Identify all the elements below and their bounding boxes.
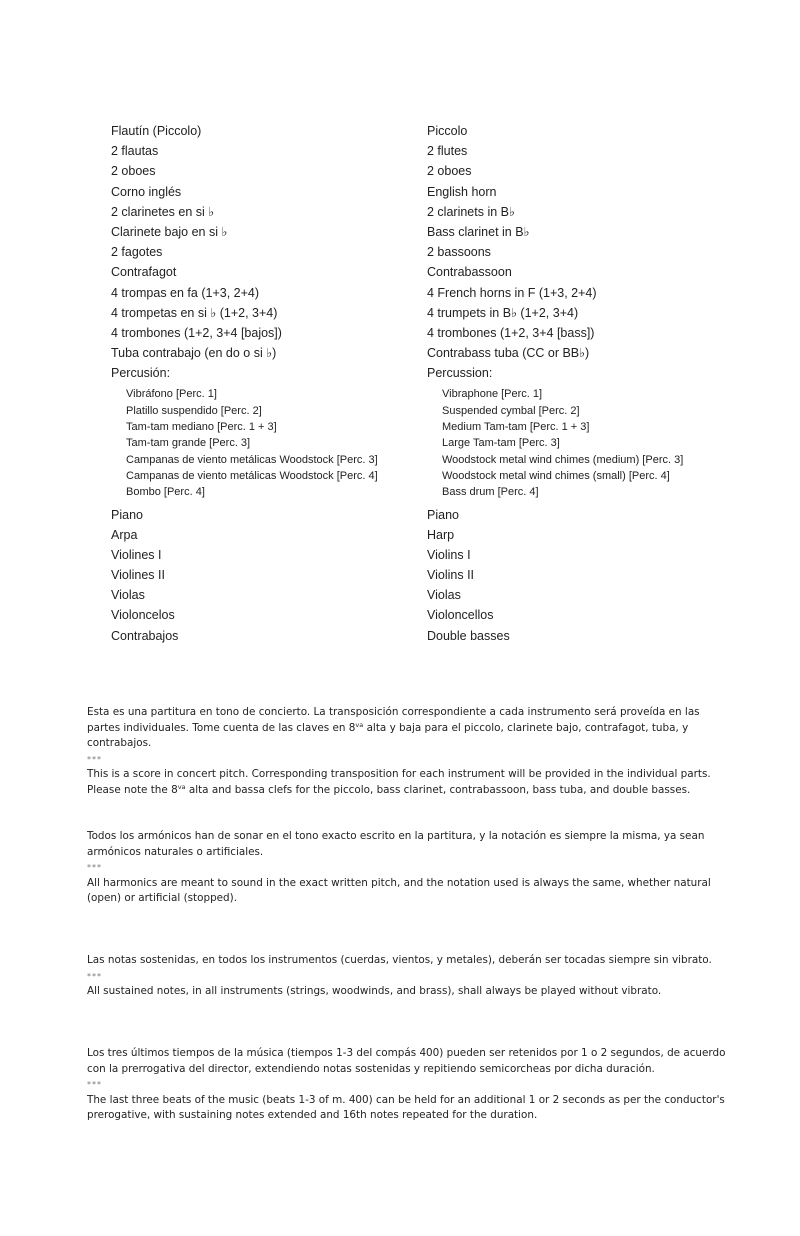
note-vibrato	[87, 953, 727, 1000]
note-separator: ***	[87, 754, 102, 764]
instrument-item: Arpa	[111, 527, 138, 542]
instrument-list-english	[427, 121, 683, 646]
instrument-item: Violins II	[427, 568, 475, 583]
percussion-item: Large Tam-tam [Perc. 3]	[442, 437, 560, 450]
instrument-item: Clarinete bajo en si ♭	[111, 224, 228, 239]
instrument-item: Violines I	[111, 547, 162, 562]
percussion-item: Woodstock metal wind chimes (small) [Perc. 4]	[442, 469, 670, 482]
instrument-strings-list	[111, 505, 378, 646]
note-harmonics	[87, 829, 727, 907]
note-concert-pitch	[87, 705, 727, 799]
instrument-item: Contrabassoon	[427, 265, 512, 280]
instrument-item: Violoncellos	[427, 608, 494, 623]
instrument-item: 4 trompas en fa (1+3, 2+4)	[111, 285, 260, 300]
instrument-item: Violas	[111, 588, 145, 603]
note-separator: ***	[87, 863, 102, 873]
instrument-item: Violas	[427, 588, 461, 603]
instrument-item: Contrafagot	[111, 265, 177, 280]
instrument-item: 2 fagotes	[111, 245, 163, 260]
ottava-superscript: va	[355, 720, 364, 729]
instrument-item: 2 clarinets in B♭	[427, 204, 515, 219]
note-text-english: All harmonics are meant to sound in the exact written pitch, and the notation used is always the same, whether natural (open) or artificial (stopped).	[87, 876, 711, 905]
note-final-beats	[87, 1046, 727, 1124]
note-text-spanish: Todos los armónicos han de sonar en el tono exacto escrito en la partitura, y la notación es siempre la misma, ya sean armónicos naturales o artificiales.	[87, 830, 705, 858]
instrument-item: Piano	[427, 507, 459, 522]
percussion-item: Campanas de viento metálicas Woodstock [Perc. 4]	[126, 469, 378, 482]
instrument-main-list	[427, 121, 683, 383]
note-text-english: All sustained notes, in all instruments (strings, woodwinds, and brass), shall always be played without vibrato.	[87, 985, 662, 998]
instrument-item: Violines II	[111, 568, 165, 583]
note-text-english	[87, 767, 727, 798]
percussion-item: Vibráfono [Perc. 1]	[126, 388, 217, 401]
instrument-item: Corno inglés	[111, 184, 182, 199]
instrument-item: Tuba contrabajo (en do o si ♭)	[111, 346, 277, 361]
percussion-item: Vibraphone [Perc. 1]	[442, 388, 543, 401]
note-text-part: alta y baja para el piccolo, clarinete bajo, contrafagot, tuba, y contrabajos.	[87, 721, 689, 750]
instrument-main-list	[111, 121, 378, 383]
instrument-item: English horn	[427, 184, 497, 199]
percussion-item: Tam-tam mediano [Perc. 1 + 3]	[126, 421, 277, 434]
instrument-strings-list	[427, 505, 683, 646]
instrument-item: 4 trombones (1+2, 3+4 [bass])	[427, 325, 595, 340]
instrument-item: 4 trompetas en si ♭ (1+2, 3+4)	[111, 305, 278, 320]
percussion-heading: Percussion:	[427, 366, 493, 381]
instrument-item: 2 oboes	[427, 164, 472, 179]
note-text-part: alta and bassa clefs for the piccolo, bass clarinet, contrabassoon, bass tuba, and double basses.	[185, 783, 691, 796]
note-separator: ***	[87, 1080, 102, 1090]
percussion-item: Bombo [Perc. 4]	[126, 486, 205, 499]
instrument-item: Contrabajos	[111, 628, 179, 643]
percussion-item: Medium Tam-tam [Perc. 1 + 3]	[442, 421, 590, 434]
percussion-item: Bass drum [Perc. 4]	[442, 486, 539, 499]
note-text-spanish: Los tres últimos tiempos de la música (tiempos 1-3 del compás 400) pueden ser retenidos por 1 o 2 segundos, de acuerdo con la prerrogativa del director, extendiendo notas sostenidas y repitiendo semicorcheas por dicha duración.	[87, 1047, 726, 1075]
percussion-item: Woodstock metal wind chimes (medium) [Perc. 3]	[442, 453, 684, 466]
instrument-item: 4 French horns in F (1+3, 2+4)	[427, 285, 597, 300]
instrument-item: Flautín (Piccolo)	[111, 124, 202, 138]
percussion-item: Campanas de viento metálicas Woodstock [Perc. 3]	[126, 453, 378, 466]
instrument-item: Violins I	[427, 547, 471, 562]
percussion-list	[111, 386, 378, 500]
instrument-list-spanish	[111, 121, 378, 646]
note-text-english: The last three beats of the music (beats 1-3 of m. 400) can be held for an additional 1 or 2 seconds as per the conductor's prerogative, with sustaining notes extended and 16th notes repeated for the duration.	[87, 1093, 725, 1122]
percussion-item: Suspended cymbal [Perc. 2]	[442, 404, 580, 417]
instrument-item: Violoncelos	[111, 608, 175, 623]
percussion-heading: Percusión:	[111, 366, 171, 381]
instrument-item: Harp	[427, 527, 455, 542]
note-separator: ***	[87, 971, 102, 981]
instrument-item: Contrabass tuba (CC or BB♭)	[427, 346, 590, 361]
percussion-item: Platillo suspendido [Perc. 2]	[126, 404, 262, 417]
note-text-part: Esta es una partitura en tono de concierto. La transposición correspondiente a cada instrumento será proveída en las partes individuales. Tome cuenta de las claves en 8	[87, 706, 700, 734]
instrument-item: 4 trombones (1+2, 3+4 [bajos])	[111, 325, 282, 340]
instrument-item: 2 flutes	[427, 144, 468, 159]
percussion-item: Tam-tam grande [Perc. 3]	[126, 437, 251, 450]
percussion-list	[427, 386, 683, 500]
instrument-item: 2 clarinetes en si ♭	[111, 204, 215, 219]
instrument-item: 4 trumpets in B♭ (1+2, 3+4)	[427, 305, 579, 320]
note-text-part: This is a score in concert pitch. Corresponding transposition for each instrument will be provided in the individual parts. Please note the 8	[87, 768, 711, 796]
instrument-item: Bass clarinet in B♭	[427, 224, 530, 239]
instrument-item: Double basses	[427, 628, 510, 643]
instrument-item: Piccolo	[427, 124, 468, 138]
instrument-item: 2 bassoons	[427, 245, 491, 260]
note-text-spanish: Las notas sostenidas, en todos los instrumentos (cuerdas, vientos, y metales), deberán ser tocadas siempre sin vibrato.	[87, 954, 712, 966]
instrument-item: 2 oboes	[111, 164, 156, 179]
instrument-item: Piano	[111, 507, 143, 522]
ottava-superscript: va	[177, 782, 186, 791]
instrument-item: 2 flautas	[111, 144, 159, 159]
note-text-spanish	[87, 705, 727, 752]
